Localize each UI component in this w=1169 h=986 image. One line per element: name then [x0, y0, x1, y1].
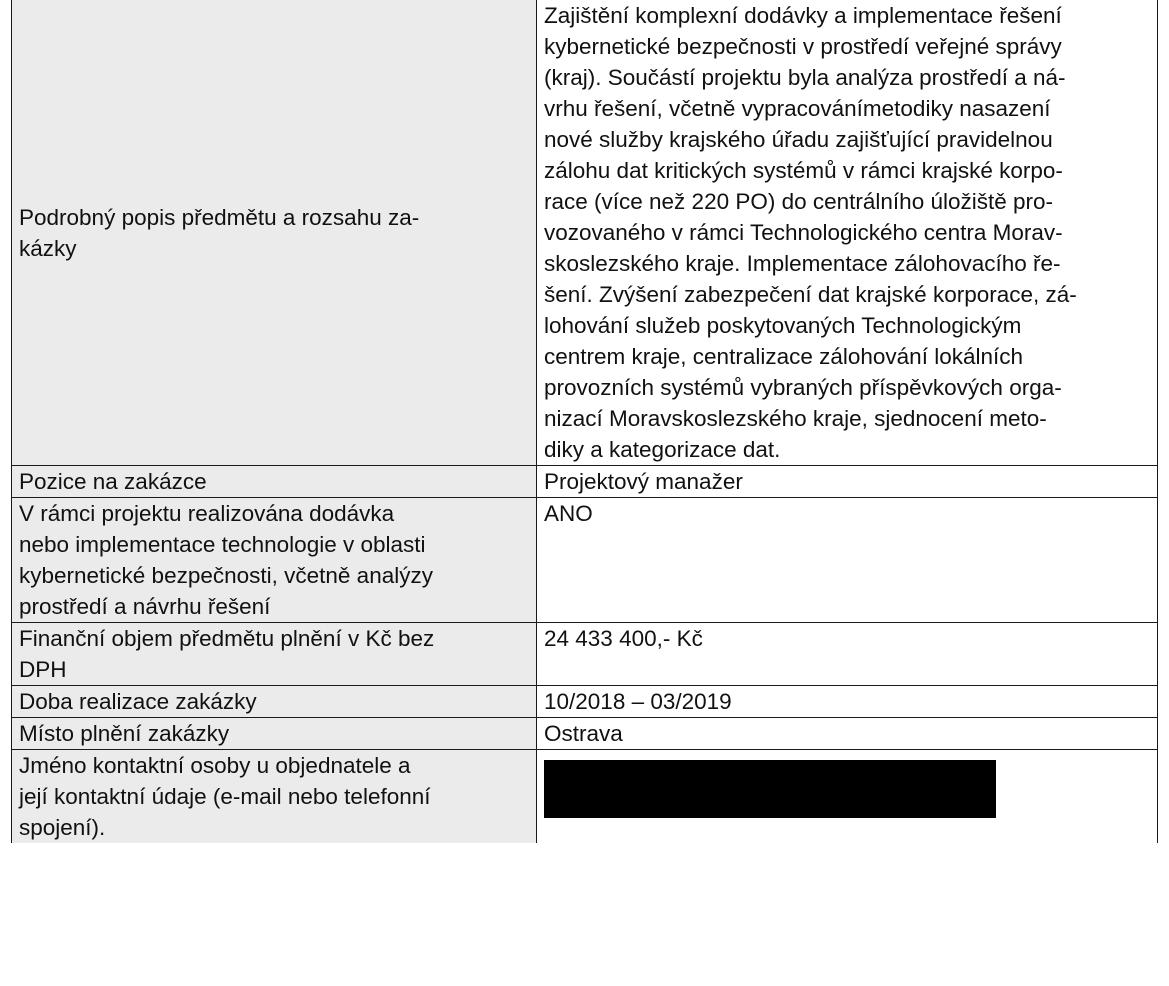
redaction-block — [544, 760, 996, 818]
value-cell — [537, 466, 1158, 498]
label-cell — [12, 623, 537, 686]
value-cell — [537, 718, 1158, 750]
row-value: ANO — [544, 501, 593, 526]
table-row-duration — [12, 686, 1158, 718]
table-row-contact — [12, 750, 1158, 844]
label-cell — [12, 466, 537, 498]
label-cell — [12, 750, 537, 844]
value-cell — [537, 0, 1158, 466]
row-label: Místo plnění zakázky — [19, 721, 230, 746]
row-value: 10/2018 – 03/2019 — [544, 689, 732, 714]
label-cell — [12, 686, 537, 718]
label-cell — [12, 498, 537, 623]
row-label: Pozice na zakázce — [19, 469, 207, 494]
row-label: Jméno kontaktní osoby u objednatele a její kontaktní údaje (e-mail nebo telefonní spojení). — [19, 753, 431, 840]
row-value: 24 433 400,- Kč — [544, 626, 703, 651]
value-cell — [537, 750, 1158, 844]
table-row-place — [12, 718, 1158, 750]
value-cell — [537, 498, 1158, 623]
row-label: Doba realizace zakázky — [19, 689, 257, 714]
label-cell — [12, 718, 537, 750]
table-row-position — [12, 466, 1158, 498]
row-value: Projektový manažer — [544, 469, 743, 494]
table-row-description — [12, 0, 1158, 466]
row-label: Finanční objem předmětu plnění v Kč bez DPH — [19, 626, 435, 682]
row-label: V rámci projektu realizována dodávka nebo implementace technologie v oblasti kybernetické bezpečnosti, včetně analýzy prostředí a návrhu řešení — [19, 501, 433, 619]
value-cell — [537, 623, 1158, 686]
row-value: Ostrava — [544, 721, 623, 746]
row-value: Zajištění komplexní dodávky a implementace řešení kybernetické bezpečnosti v prostředí veřejné správy (kraj). Součástí projektu byla analýza prostředí a ná- vrhu řešení, včetně vypracovánímetodiky nasazení nové služby krajského úřadu zajišťující pravidelnou zálohu dat kritických systémů v rámci krajské korpo- race (více než 220 PO) do centrálního úložiště pro- vozovaného v rámci Technologického centra Morav- skoslezského kraje. Implementace zálohovacího ře- šení. Zvýšení zabezpečení dat krajské korporace, zá- lohování služeb poskytovaných Technologickým centrem kraje, centralizace zálohování lokálních provozních systémů vybraných příspěvkových orga- nizací Moravskoslezského kraje, sjednocení meto- diky a kategorizace dat. — [544, 3, 1077, 462]
reference-table — [11, 0, 1158, 843]
label-cell — [12, 0, 537, 466]
table-row-financial-volume — [12, 623, 1158, 686]
row-label: Podrobný popis předmětu a rozsahu za- kázky — [19, 204, 420, 261]
value-cell — [537, 686, 1158, 718]
table-row-implementation — [12, 498, 1158, 623]
